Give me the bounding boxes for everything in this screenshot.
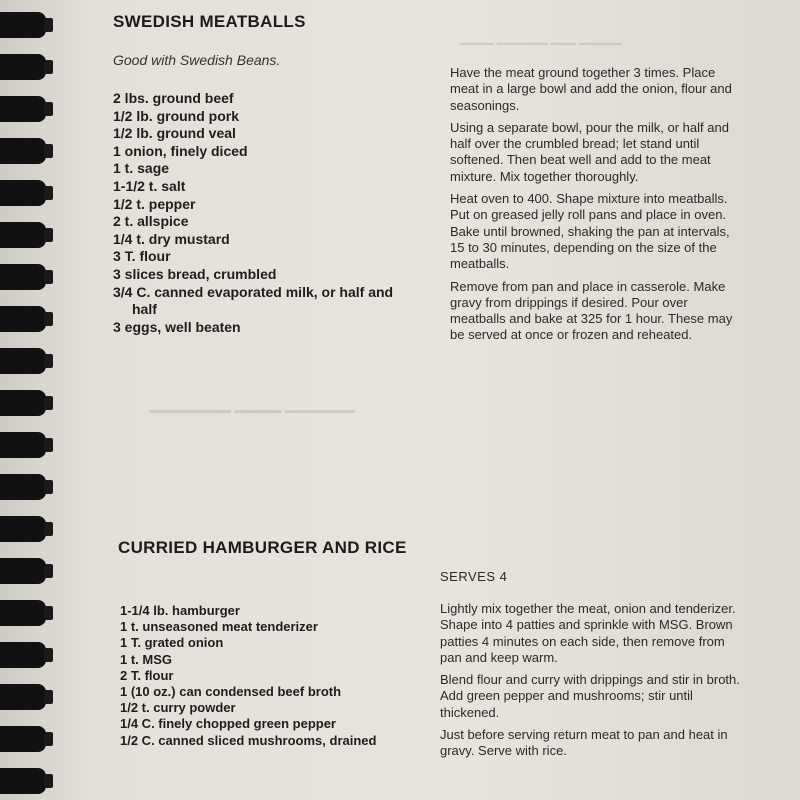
ingredient-item: 1/2 C. canned sliced mushrooms, drained [120,732,377,748]
binding-coil [0,264,46,290]
directions [450,65,745,350]
binding-hole [44,732,53,746]
binding-coil [0,768,46,794]
binding-coil [0,348,46,374]
show-through-text: ▁▁▁▁▁▁▁ ▁▁▁▁ ▁▁▁▁▁▁ [150,396,355,413]
binding-coil [0,222,46,248]
binding-hole [44,522,53,536]
direction-paragraph: Heat oven to 400. Shape mixture into meatballs. Put on greased jelly roll pans and place in oven. Bake until browned, shaking the pan at intervals, 15 to 30 minutes, depending on the size of the meatballs. [450,191,730,272]
binding-coil [0,558,46,584]
ingredient-item: 1/2 t. pepper [113,195,196,212]
binding-coil [0,432,46,458]
recipe-note: Good with Swedish Beans. [113,52,281,68]
ingredient-item: 1-1/2 t. salt [113,177,186,194]
binding-hole [44,564,53,578]
binding-coil [0,600,46,626]
binding-coil [0,54,46,80]
binding-hole [44,690,53,704]
ingredient-item: 3/4 C. canned evaporated milk, or half and half [113,283,394,318]
binding-hole [44,312,53,326]
direction-paragraph: Blend flour and curry with drippings and stir in broth. Add green pepper and mushrooms; stir until thickened. [440,672,740,720]
ingredient-item: 1/2 lb. ground pork [113,107,240,124]
ingredient-item: 1 T. grated onion [120,635,224,651]
direction-paragraph: Using a separate bowl, pour the milk, or half and half over the crumbled bread; let stand until softened. Then beat well and add to the meat mixture. Mix together thoroughly. [450,119,729,184]
ingredient-item: 1-1/4 lb. hamburger [120,603,240,618]
ingredient-item: 2 t. allspice [113,213,189,230]
binding-hole [44,18,53,32]
ingredient-item: 1 t. sage [113,160,170,177]
binding-coil [0,306,46,332]
ingredient-item: 2 lbs. ground beef [113,90,234,106]
binding-coil [0,12,46,38]
ingredient-item: 1 t. MSG [120,651,173,667]
binding-hole [44,354,53,368]
binding-coil [0,390,46,416]
binding-hole [44,102,53,116]
direction-paragraph: Remove from pan and place in casserole. Make gravy from drippings if desired. Pour over meatballs and bake at 325 for 1 hour. These may be served at once or frozen and reheated. [450,278,733,343]
binding-coil [0,684,46,710]
ingredient-item: 3 T. flour [113,248,171,265]
direction-paragraph: Have the meat ground together 3 times. Place meat in a large bowl and add the onion, flour and seasonings. [450,65,732,113]
ingredient-item: 1/2 t. curry powder [120,700,236,716]
binding-hole [44,228,53,242]
binding-hole [44,60,53,74]
binding-coil [0,726,46,752]
spiral-binding [0,0,60,800]
binding-hole [44,774,53,788]
binding-hole [44,186,53,200]
ingredient-item: 1 (10 oz.) can condensed beef broth [120,684,342,700]
direction-paragraph: Just before serving return meat to pan and heat in gravy. Serve with rice. [440,727,728,759]
ingredient-item: 3 eggs, well beaten [113,318,241,335]
binding-hole [44,438,53,452]
recipe-title: CURRIED HAMBURGER AND RICE [118,538,407,557]
ingredient-item: 1 t. unseasoned meat tenderizer [120,619,318,635]
ingredient-item: 1 onion, finely diced [113,142,248,159]
serves-label: SERVES 4 [440,569,508,584]
binding-coil [0,96,46,122]
ingredient-item: 2 T. flour [120,667,174,683]
binding-hole [44,270,53,284]
binding-coil [0,180,46,206]
binding-hole [44,396,53,410]
ingredient-item: 3 slices bread, crumbled [113,265,277,282]
binding-hole [44,144,53,158]
directions [440,601,740,766]
binding-coil [0,138,46,164]
ingredient-list [113,90,403,336]
ingredient-item: 1/4 t. dry mustard [113,230,230,247]
ingredient-item: 1/2 lb. ground veal [113,125,236,142]
binding-hole [44,480,53,494]
ingredient-list [120,603,420,749]
binding-hole [44,606,53,620]
show-through-text: ▁▁▁▁ ▁▁▁▁▁▁ ▁▁▁ ▁▁▁▁▁ [460,33,622,45]
binding-hole [44,648,53,662]
binding-coil [0,474,46,500]
direction-paragraph: Lightly mix together the meat, onion and tenderizer. Shape into 4 patties and sprinkle with MSG. Brown patties 4 minutes on each side, then remove from pan and keep warm. [440,601,736,665]
binding-coil [0,516,46,542]
ingredient-item: 1/4 C. finely chopped green pepper [120,716,336,732]
binding-coil [0,642,46,668]
recipe-title: SWEDISH MEATBALLS [113,12,306,31]
